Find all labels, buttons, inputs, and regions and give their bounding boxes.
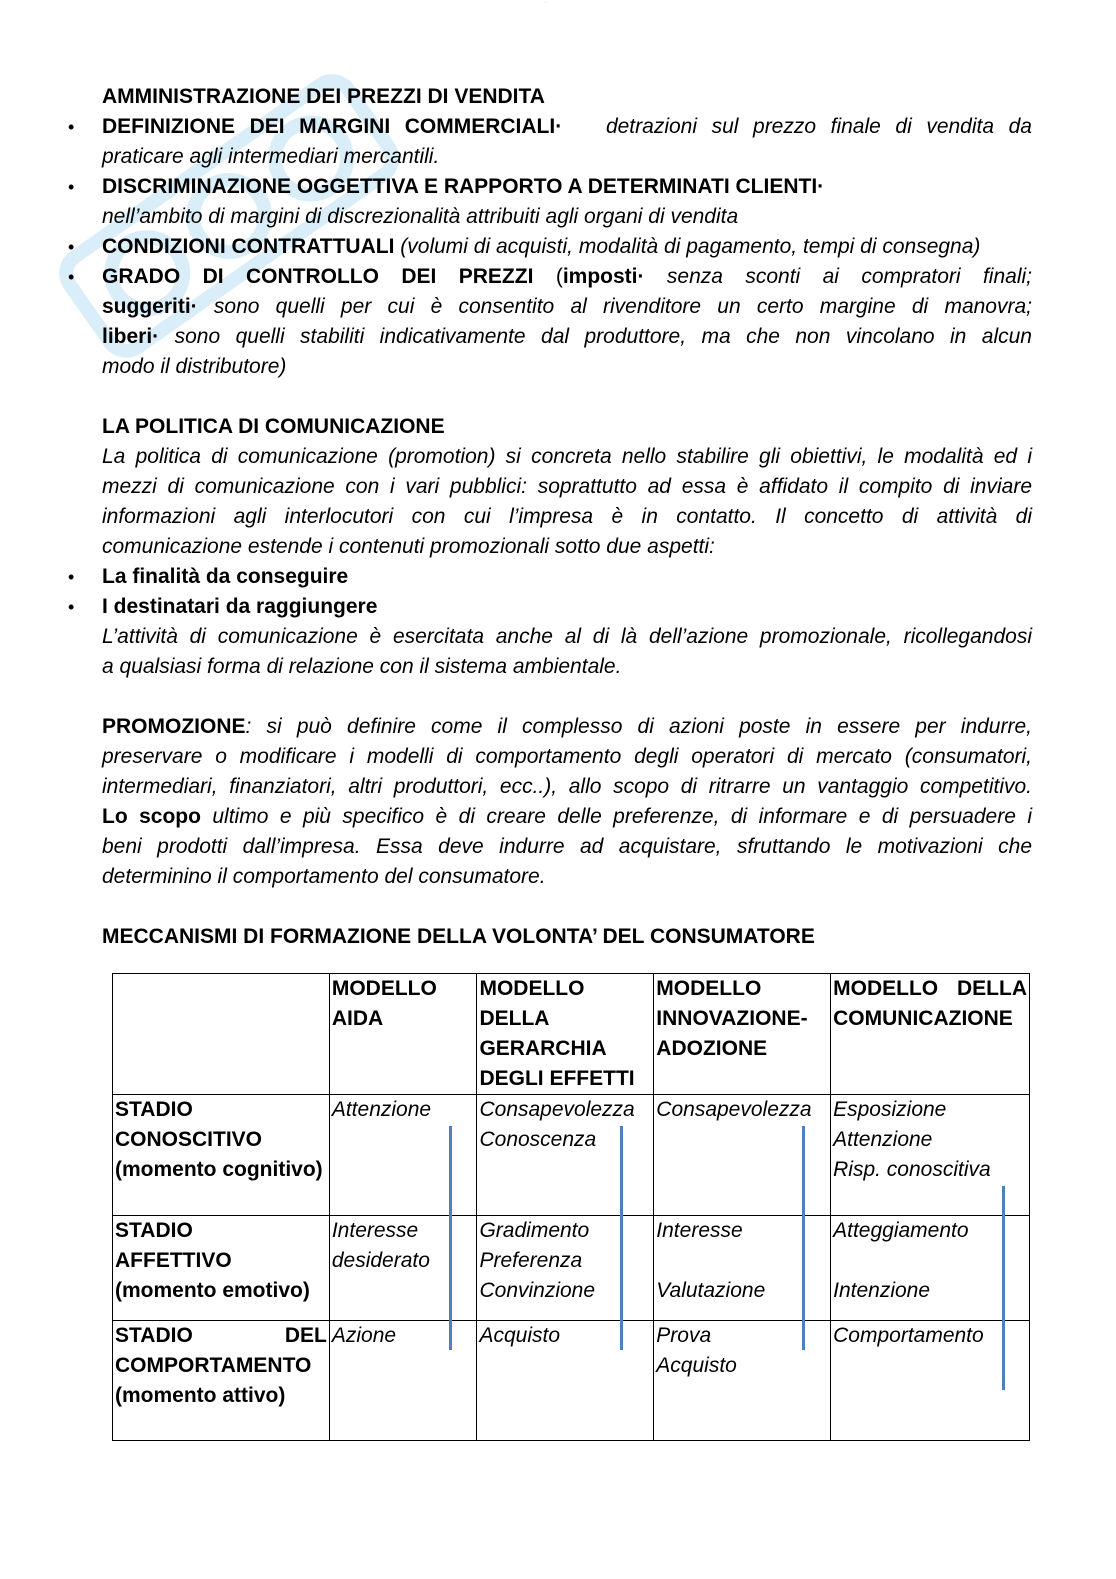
table-cell: Esposizione Attenzione Risp. conoscitiva	[831, 1095, 1030, 1216]
table-header-cell: MODELLO DELLA GERARCHIA DEGLI EFFETTI	[477, 974, 654, 1095]
term-imposti-text: senza sconti ai compratori finali;	[666, 265, 1032, 288]
table-cell: Interesse desiderato	[329, 1216, 477, 1321]
table-row	[113, 1095, 1030, 1216]
table-cell: Consapevolezza	[654, 1095, 831, 1216]
bullet-label: GRADO DI CONTROLLO DEI PREZZI	[102, 265, 534, 288]
bullet-text-cont: praticare agli intermediari mercantili.	[102, 145, 440, 168]
paragraph-line: ultimo e più specifico è di creare delle preferenze, di informare e di persuadere i	[212, 805, 1032, 828]
list-item	[102, 172, 1032, 232]
paragraph-line: L’attività di comunicazione è esercitata anche al di là dell’azione promozionale, ricollegandosi	[102, 625, 1032, 648]
bullet-label: DEFINIZIONE DEI MARGINI COMMERCIALI·	[102, 115, 563, 138]
bullet-text: nell’ambito di margini di discrezionalità attribuiti agli organi di vendita	[102, 205, 739, 228]
models-table	[112, 973, 1030, 1441]
paragraph-line: determinino il comportamento del consumatore.	[102, 865, 546, 888]
table-header-cell	[113, 974, 330, 1095]
table-header-cell: MODELLO INNOVAZIONE-ADOZIONE	[654, 974, 831, 1095]
table-cell: Consapevolezza Conoscenza	[477, 1095, 654, 1216]
promozione-label: PROMOZIONE	[102, 715, 246, 738]
paragraph-line: preservare o modificare i modelli di comportamento degli operatori di mercato (consumatori,	[102, 745, 1032, 768]
list-item	[102, 232, 1032, 262]
bullet-label: • DISCRIMINAZIONE OGGETTIVA E RAPPORTO A DETERMINATI CLIENTI·	[102, 175, 825, 198]
term-suggeriti-text: sono quelli per cui è consentito al rivenditore un certo margine di manovra;	[213, 295, 1032, 318]
table-cell: Prova Acquisto	[654, 1321, 831, 1441]
table-cell: Atteggiamento Intenzione	[831, 1216, 1030, 1321]
term-suggeriti: suggeriti·	[102, 295, 198, 318]
table-header-row	[113, 974, 1030, 1095]
header-mark: ·	[545, 0, 547, 6]
table-header-cell: MODELLO DELLA COMUNICAZIONE	[831, 974, 1030, 1095]
table-cell: Gradimento Preferenza Convinzione	[477, 1216, 654, 1321]
flow-line-gerarchia	[620, 1126, 623, 1350]
document-body	[102, 82, 1032, 952]
paragraph-line: informazioni agli interlocutori con cui l’impresa è in contatto. Il concetto di attività di	[102, 505, 1032, 528]
table-cell: Interesse Valutazione	[654, 1216, 831, 1321]
flow-line-aida	[449, 1126, 452, 1350]
stage-cell: STADIO CONOSCITIVO (momento cognitivo)	[113, 1095, 330, 1216]
paragraph-line: La politica di comunicazione (promotion) si concreta nello stabilire gli obiettivi, le modalità ed i	[102, 445, 1032, 468]
term-liberi-text: sono quelli stabiliti indicativamente dal produttore, ma che non vincolano in alcun	[174, 325, 1032, 348]
scopo-label: Lo scopo	[102, 805, 201, 828]
paren-open: (	[555, 265, 563, 288]
list-item	[102, 112, 1032, 172]
table-cell: Acquisto	[477, 1321, 654, 1441]
bullet-label: CONDIZIONI CONTRATTUALI	[102, 235, 395, 258]
paragraph-line: comunicazione estende i contenuti promozionali sotto due aspetti:	[102, 535, 715, 558]
term-imposti: imposti·	[562, 265, 645, 288]
section-title-prezzi: AMMINISTRAZIONE DEI PREZZI DI VENDITA	[102, 85, 545, 108]
paragraph-line: intermediari, finanziatori, altri produttori, ecc..), allo scopo di ritrarre un vantaggio competitivo.	[102, 775, 1032, 798]
stage-cell: STADIO DEL COMPORTAMENTO (momento attivo)	[113, 1321, 330, 1441]
flow-line-innovazione	[802, 1126, 805, 1350]
list-item	[102, 262, 1032, 382]
table-header-cell: MODELLO AIDA	[329, 974, 477, 1095]
table-row	[113, 1216, 1030, 1321]
flow-line-comunicazione	[1002, 1186, 1005, 1390]
stage-cell: STADIO AFFETTIVO (momento emotivo)	[113, 1216, 330, 1321]
bullet-text: detrazioni sul prezzo finale di vendita da	[605, 115, 1032, 138]
term-liberi: liberi·	[102, 325, 160, 348]
paragraph-line: : si può definire come il complesso di azioni poste in essere per indurre,	[245, 715, 1032, 738]
list-item	[102, 592, 1032, 622]
section-title-meccanismi: MECCANISMI DI FORMAZIONE DELLA VOLONTA’ DEL CONSUMATORE	[102, 925, 815, 948]
table-cell: Attenzione	[329, 1095, 477, 1216]
paragraph-line: mezzi di comunicazione con i vari pubblici: soprattutto ad essa è affidato il compito di inviare	[102, 475, 1032, 498]
table-row	[113, 1321, 1030, 1441]
bullet-label: • La finalità da conseguire	[102, 565, 349, 588]
list-item	[102, 562, 1032, 592]
bullet-text: (volumi di acquisti, modalità di pagamento, tempi di consegna)	[400, 235, 981, 258]
bullet-label: • I destinatari da raggiungere	[102, 595, 378, 618]
term-liberi-text-cont: modo il distributore)	[102, 355, 287, 378]
table-cell: Azione	[329, 1321, 477, 1441]
paragraph-line: a qualsiasi forma di relazione con il sistema ambientale.	[102, 655, 622, 678]
table-cell: Comportamento	[831, 1321, 1030, 1441]
paragraph-line: beni prodotti dall’impresa. Essa deve indurre ad acquistare, sfruttando le motivazioni che	[102, 835, 1032, 858]
section-title-comunicazione: LA POLITICA DI COMUNICAZIONE	[102, 415, 445, 438]
